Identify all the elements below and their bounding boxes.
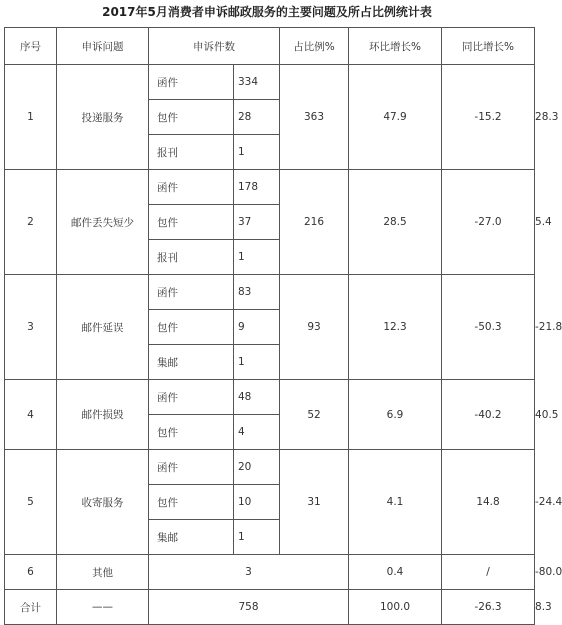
share-cell: 12.3 xyxy=(349,275,442,380)
share-cell: 100.0 xyxy=(349,590,442,625)
mom-cell: -15.2 xyxy=(442,65,535,170)
header-row xyxy=(5,28,535,65)
table-row: 2 邮件丢失短少 函件 178 216 28.5 -27.0 5.4 xyxy=(5,170,535,205)
share-cell: 6.9 xyxy=(349,380,442,450)
sub-count-cell: 20 xyxy=(234,450,280,485)
row-number-cell: 合计 xyxy=(5,590,57,625)
sub-count-cell: 28 xyxy=(234,100,280,135)
share-cell: 47.9 xyxy=(349,65,442,170)
sub-count-cell: 178 xyxy=(234,170,280,205)
mom-cell: 14.8 xyxy=(442,450,535,555)
row-number-cell: 2 xyxy=(5,170,57,275)
issue-cell: 收寄服务 xyxy=(57,450,149,555)
header-cell-no: 序号 xyxy=(5,28,57,65)
row-number-cell: 5 xyxy=(5,450,57,555)
count-cell: 363 xyxy=(280,65,349,170)
count-cell: 216 xyxy=(280,170,349,275)
count-cell: 31 xyxy=(280,450,349,555)
sub-category-cell: 函件 xyxy=(149,275,234,310)
sub-category-cell: 报刊 xyxy=(149,240,234,275)
sub-category-cell: 函件 xyxy=(149,65,234,100)
row-number-cell: 1 xyxy=(5,65,57,170)
sub-count-cell: 4 xyxy=(234,415,280,450)
count-cell: 93 xyxy=(280,275,349,380)
mom-cell: / xyxy=(442,555,535,590)
issue-cell: 邮件丢失短少 xyxy=(57,170,149,275)
sub-count-cell: 1 xyxy=(234,520,280,555)
header-cell-yoy: 同比增长% xyxy=(442,28,535,65)
issue-cell: 投递服务 xyxy=(57,65,149,170)
sub-category-cell: 包件 xyxy=(149,205,234,240)
sub-category-cell: 函件 xyxy=(149,380,234,415)
mom-cell: -40.2 xyxy=(442,380,535,450)
header-cell-count: 申诉件数 xyxy=(149,28,280,65)
complaint-stats-table xyxy=(4,27,562,625)
sub-category-cell: 包件 xyxy=(149,415,234,450)
sub-count-cell: 1 xyxy=(234,135,280,170)
row-number-cell: 4 xyxy=(5,380,57,450)
row-number-cell: 6 xyxy=(5,555,57,590)
sub-category-cell: 包件 xyxy=(149,485,234,520)
table-row: 3 邮件延误 函件 83 93 12.3 -50.3 -21.8 xyxy=(5,275,535,310)
issue-cell: 其他 xyxy=(57,555,149,590)
table-row: 5 收寄服务 函件 20 31 4.1 14.8 -24.4 xyxy=(5,450,535,485)
sub-count-cell: 1 xyxy=(234,345,280,380)
mom-cell: -50.3 xyxy=(442,275,535,380)
share-cell: 4.1 xyxy=(349,450,442,555)
header-cell-share: 占比例% xyxy=(280,28,349,65)
row-number-cell: 3 xyxy=(5,275,57,380)
sub-category-cell: 包件 xyxy=(149,310,234,345)
header-cell-issue: 申诉问题 xyxy=(57,28,149,65)
sub-category-cell: 函件 xyxy=(149,450,234,485)
other-row: 6 其他 3 0.4 / -80.0 xyxy=(5,555,535,590)
sub-count-cell: 37 xyxy=(234,205,280,240)
sub-count-cell: 9 xyxy=(234,310,280,345)
sub-count-cell: 1 xyxy=(234,240,280,275)
sub-category-cell: 集邮 xyxy=(149,520,234,555)
share-cell: 0.4 xyxy=(349,555,442,590)
sub-count-cell: 83 xyxy=(234,275,280,310)
table-title: 2017年5月消费者申诉邮政服务的主要问题及所占比例统计表 xyxy=(102,5,432,19)
sub-count-cell: 334 xyxy=(234,65,280,100)
table-row: 1 投递服务 函件 334 363 47.9 -15.2 28.3 xyxy=(5,65,535,100)
issue-cell: 邮件损毁 xyxy=(57,380,149,450)
mom-cell: -26.3 xyxy=(442,590,535,625)
total-row: 合计 —— 758 100.0 -26.3 8.3 xyxy=(5,590,535,625)
issue-cell: —— xyxy=(57,590,149,625)
mom-cell: -27.0 xyxy=(442,170,535,275)
sub-category-cell: 集邮 xyxy=(149,345,234,380)
count-cell: 52 xyxy=(280,380,349,450)
sub-count-cell: 10 xyxy=(234,485,280,520)
sub-count-cell: 48 xyxy=(234,380,280,415)
count-cell: 3 xyxy=(149,555,349,590)
sub-category-cell: 包件 xyxy=(149,100,234,135)
table-row: 4 邮件损毁 函件 48 52 6.9 -40.2 40.5 xyxy=(5,380,535,415)
sub-category-cell: 函件 xyxy=(149,170,234,205)
header-cell-mom: 环比增长% xyxy=(349,28,442,65)
sub-category-cell: 报刊 xyxy=(149,135,234,170)
share-cell: 28.5 xyxy=(349,170,442,275)
count-cell: 758 xyxy=(149,590,349,625)
issue-cell: 邮件延误 xyxy=(57,275,149,380)
